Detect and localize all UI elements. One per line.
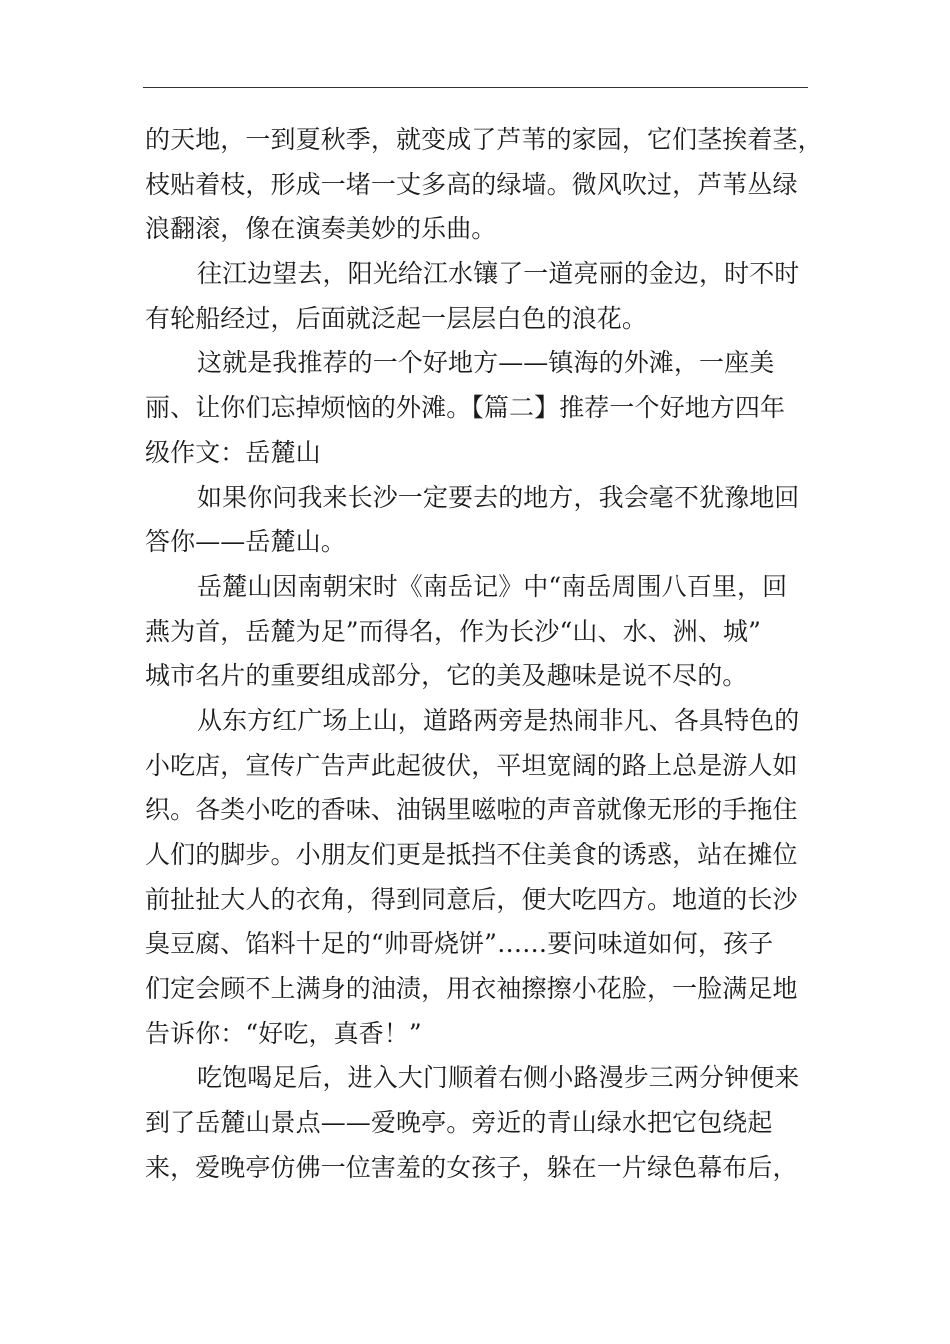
- text-line: 前扯扯大人的衣角，得到同意后，便大吃四方。地道的长沙: [145, 884, 798, 914]
- text-line: 浪翻滚，像在演奏美妙的乐曲。: [145, 214, 497, 244]
- text-line: 们定会顾不上满身的油渍，用衣袖擦擦小花脸，一脸满足地: [145, 974, 798, 1004]
- document-body: [145, 118, 823, 1191]
- paragraph-first-line: 吃饱喝足后，进入大门顺着右侧小路漫步三两分钟便来: [197, 1063, 800, 1093]
- text-line: 丽、让你们忘掉烦恼的外滩。【篇二】推荐一个好地方四年: [145, 393, 786, 423]
- text-line: 有轮船经过，后面就泛起一层层白色的浪花。: [145, 303, 648, 333]
- paragraph-first-line: 往江边望去，阳光给江水镶了一道亮丽的金边，时不时: [197, 259, 800, 289]
- text-line: 织。各类小吃的香味、油锅里嗞啦的声音就像无形的手拖住: [145, 795, 798, 825]
- text-line: 臭豆腐、馅料十足的“帅哥烧饼”……要问味道如何，孩子: [145, 929, 774, 959]
- paragraph-first-line: 岳麓山因南朝宋时《南岳记》中“南岳周围八百里，回: [197, 571, 788, 601]
- text-line: 告诉你：“好吃，真香！”: [145, 1018, 422, 1048]
- text-line: 来，爱晚亭仿佛一位害羞的女孩子，躲在一片绿色幕布后，: [145, 1152, 798, 1182]
- text-line: 人们的脚步。小朋友们更是抵挡不住美食的诱惑，站在摊位: [145, 840, 798, 869]
- text-line: 燕为首，岳麓为足”而得名，作为长沙“山、水、洲、城”: [145, 616, 761, 646]
- header-divider: [143, 87, 808, 88]
- text-line: 城市名片的重要组成部分，它的美及趣味是说不尽的。: [145, 661, 748, 691]
- text-line: 小吃店，宣传广告声此起彼伏，平坦宽阔的路上总是游人如: [145, 750, 798, 780]
- text-line: 枝贴着枝，形成一堵一丈多高的绿墙。微风吹过，芦苇丛绿: [145, 169, 798, 199]
- text-line: 到了岳麓山景点——爱晚亭。旁近的青山绿水把它包绕起: [145, 1108, 773, 1138]
- paragraph-first-line: 如果你问我来长沙一定要去的地方，我会毫不犹豫地回: [197, 482, 800, 512]
- text-line: 答你——岳麓山。: [145, 527, 346, 557]
- text-line: 的天地，一到夏秋季，就变成了芦苇的家园，它们茎挨着茎，: [145, 125, 823, 154]
- paragraph-first-line: 这就是我推荐的一个好地方——镇海的外滩，一座美: [197, 348, 775, 378]
- paragraph-first-line: 从东方红广场上山，道路两旁是热闹非凡、各具特色的: [197, 705, 800, 735]
- text-line: 级作文：岳麓山: [145, 437, 321, 467]
